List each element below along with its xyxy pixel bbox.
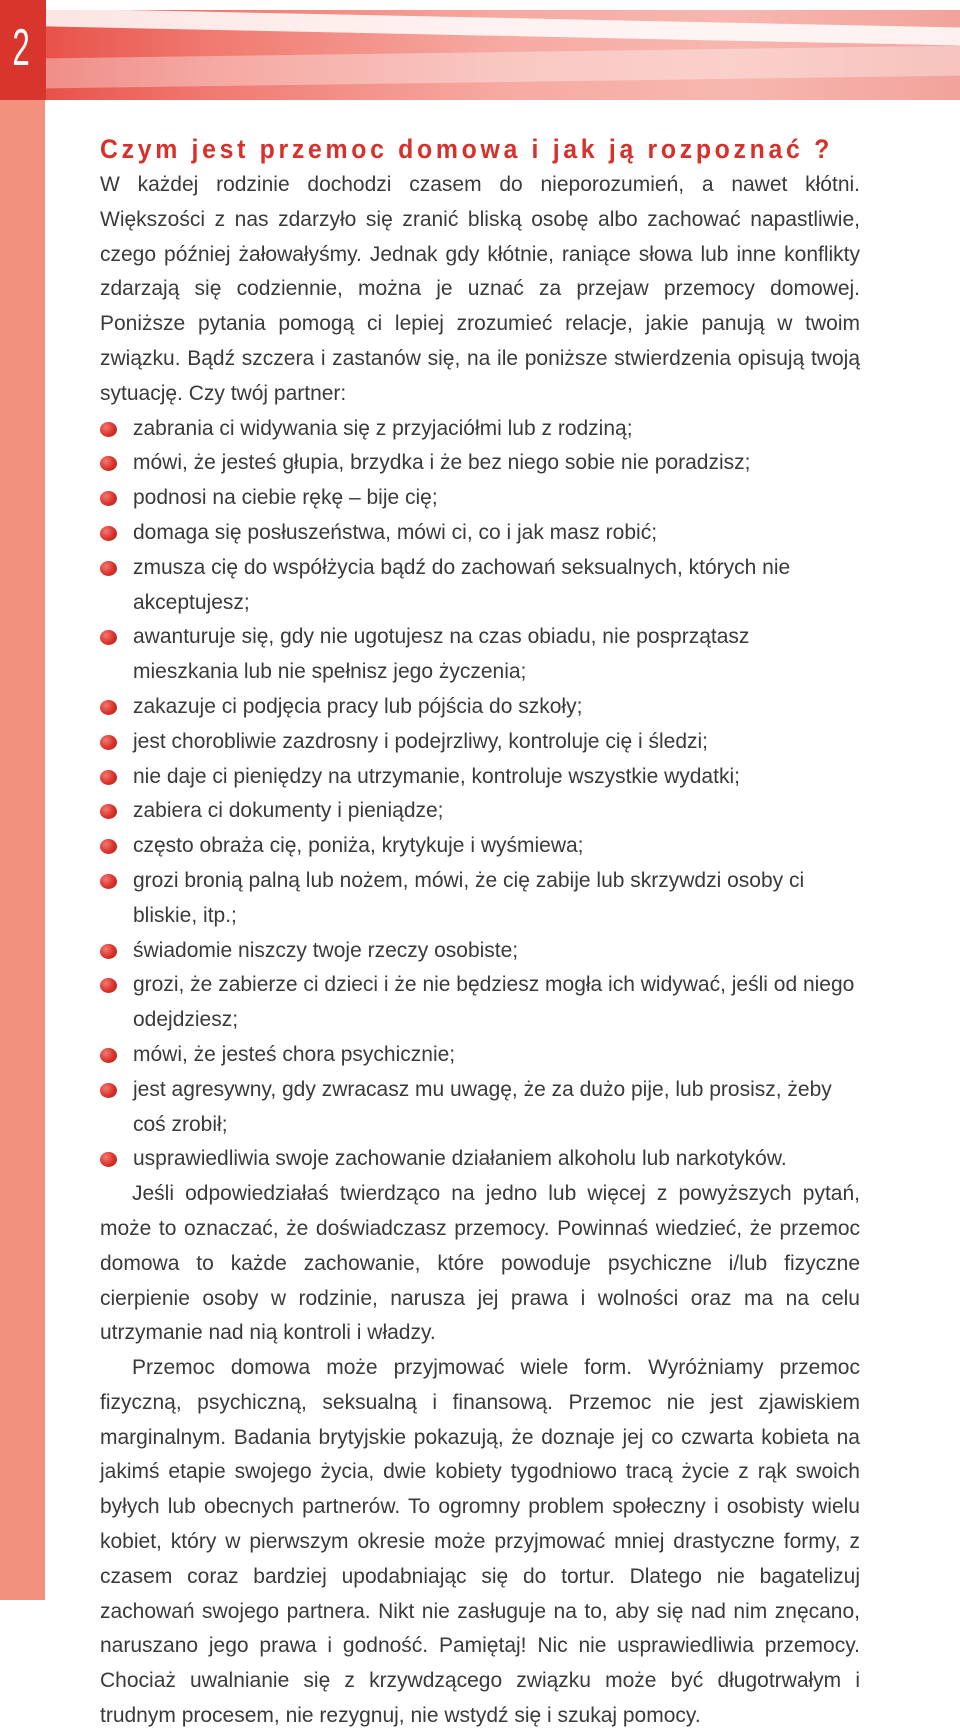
page-number: 2 bbox=[12, 19, 30, 77]
bullet-icon bbox=[100, 630, 117, 645]
list-item bbox=[100, 412, 860, 447]
list-item bbox=[100, 968, 860, 1038]
header-banner bbox=[46, 0, 960, 100]
article-body bbox=[100, 132, 860, 1734]
list-item bbox=[100, 516, 860, 551]
list-item bbox=[100, 1038, 860, 1073]
bullet-icon bbox=[100, 422, 117, 437]
bullet-icon bbox=[100, 874, 117, 889]
list-item-text: jest agresywny, gdy zwracasz mu uwagę, że za dużo pije, lub prosisz, żeby coś zrobił; bbox=[133, 1077, 832, 1136]
bullet-icon bbox=[100, 978, 117, 993]
list-item-text: zmusza cię do współżycia bądź do zachowań seksualnych, których nie akceptujesz; bbox=[133, 555, 791, 614]
warning-signs-list bbox=[100, 412, 860, 1178]
list-item bbox=[100, 725, 860, 760]
list-item-text: usprawiedliwia swoje zachowanie działaniem alkoholu lub narkotyków. bbox=[133, 1147, 787, 1171]
list-item bbox=[100, 760, 860, 795]
bullet-icon bbox=[100, 1048, 117, 1063]
list-item bbox=[100, 864, 860, 934]
bullet-icon bbox=[100, 1152, 117, 1167]
list-item bbox=[100, 934, 860, 969]
bullet-icon bbox=[100, 491, 117, 506]
list-item bbox=[100, 829, 860, 864]
bullet-icon bbox=[100, 804, 117, 819]
bullet-icon bbox=[100, 770, 117, 785]
paragraph-forms: Przemoc domowa może przyjmować wiele form. Wyróżniamy przemoc fizyczną, psychiczną, seksualną i finansową. Przemoc nie jest zjawiskiem marginalnym. Badania brytyjskie pokazują, że doznaje jej co czwarta kobieta na jakimś etapie swojego życia, dwie kobiety tygodniowo tracą życie z rąk swoich byłych lub obecnych partnerów. To ogromny problem społeczny i osobisty wielu kobiet, który w pierwszym okresie może przyjmować mniej drastyczne formy, z czasem coraz bardziej upodabniając się do tortur. Dlatego nie bagatelizuj zachowań swojego partnera. Nikt nie zasługuje na to, aby się nad nim znęcano, naruszano jego prawa i godność. Pamiętaj! Nic nie usprawiedliwia przemocy. Chociaż uwalnianie się z krzywdzącego związku może być długotrwałym i trudnym procesem, nie rezygnuj, nie wstydź się i szukaj pomocy. bbox=[100, 1356, 860, 1728]
list-item-text: domaga się posłuszeństwa, mówi ci, co i jak masz robić; bbox=[133, 520, 658, 544]
paragraph-definition: Jeśli odpowiedziałaś twierdząco na jedno lub więcej z powyższych pytań, może to oznaczać, że doświadczasz przemocy. Powinnaś wiedzieć, że przemoc domowa to każde zachowanie, które powoduje psychiczne i/lub fizyczne cierpienie osoby w rodzinie, narusza jej prawa i wolności oraz ma na celu utrzymanie nad nią kontroli i władzy. bbox=[100, 1182, 860, 1345]
list-item-text: grozi bronią palną lub nożem, mówi, że cię zabije lub skrzywdzi osoby ci bliskie, itp.; bbox=[133, 868, 805, 927]
list-item-text: zabrania ci widywania się z przyjaciółmi lub z rodziną; bbox=[133, 416, 633, 440]
list-item-text: świadomie niszczy twoje rzeczy osobiste; bbox=[133, 938, 519, 962]
page-number-box bbox=[0, 0, 46, 100]
bullet-icon bbox=[100, 700, 117, 715]
list-item bbox=[100, 794, 860, 829]
list-item bbox=[100, 551, 860, 621]
list-item bbox=[100, 446, 860, 481]
bullet-icon bbox=[100, 839, 117, 854]
list-item-text: grozi, że zabierze ci dzieci i że nie będziesz mogła ich widywać, jeśli od niego odejdziesz; bbox=[133, 973, 855, 1032]
left-decorative-strip bbox=[0, 0, 45, 1600]
list-item bbox=[100, 1073, 860, 1143]
bullet-icon bbox=[100, 1083, 117, 1098]
bullet-icon bbox=[100, 735, 117, 750]
bullet-icon bbox=[100, 561, 117, 576]
intro-paragraph: W każdej rodzinie dochodzi czasem do nieporozumień, a nawet kłótni. Większości z nas zdarzyło się zranić bliską osobę albo zachować napastliwie, czego później żałowałyśmy. Jednak gdy kłótnie, raniące słowa lub inne konflikty zdarzają się codziennie, można je uznać za przejaw przemocy domowej. Poniższe pytania pomogą ci lepiej zrozumieć relacje, jakie panują w twoim związku. Bądź szczera i zastanów się, na ile poniższe stwierdzenia opisują twoją sytuację. Czy twój partner: bbox=[100, 173, 860, 405]
list-item bbox=[100, 690, 860, 725]
list-item-text: nie daje ci pieniędzy na utrzymanie, kontroluje wszystkie wydatki; bbox=[133, 764, 740, 788]
list-item-text: często obraża cię, poniża, krytykuje i wyśmiewa; bbox=[133, 834, 584, 858]
list-item bbox=[100, 1142, 860, 1177]
list-item-text: mówi, że jesteś głupia, brzydka i że bez niego sobie nie poradzisz; bbox=[133, 451, 751, 475]
bullet-icon bbox=[100, 944, 117, 959]
list-item-text: mówi, że jesteś chora psychicznie; bbox=[133, 1042, 456, 1066]
list-item-text: awanturuje się, gdy nie ugotujesz na czas obiadu, nie posprzątasz mieszkania lub nie spełnisz jego życzenia; bbox=[133, 625, 750, 684]
list-item bbox=[100, 481, 860, 516]
list-item-text: zakazuje ci podjęcia pracy lub pójścia do szkoły; bbox=[133, 694, 583, 718]
page-title: Czym jest przemoc domowa i jak ją rozpoznać ? bbox=[100, 134, 833, 164]
bullet-icon bbox=[100, 456, 117, 471]
list-item bbox=[100, 620, 860, 690]
list-item-text: podnosi na ciebie rękę – bije cię; bbox=[133, 486, 438, 510]
list-item-text: zabiera ci dokumenty i pieniądze; bbox=[133, 799, 444, 823]
bullet-icon bbox=[100, 526, 117, 541]
list-item-text: jest chorobliwie zazdrosny i podejrzliwy, kontroluje cię i śledzi; bbox=[133, 729, 709, 753]
